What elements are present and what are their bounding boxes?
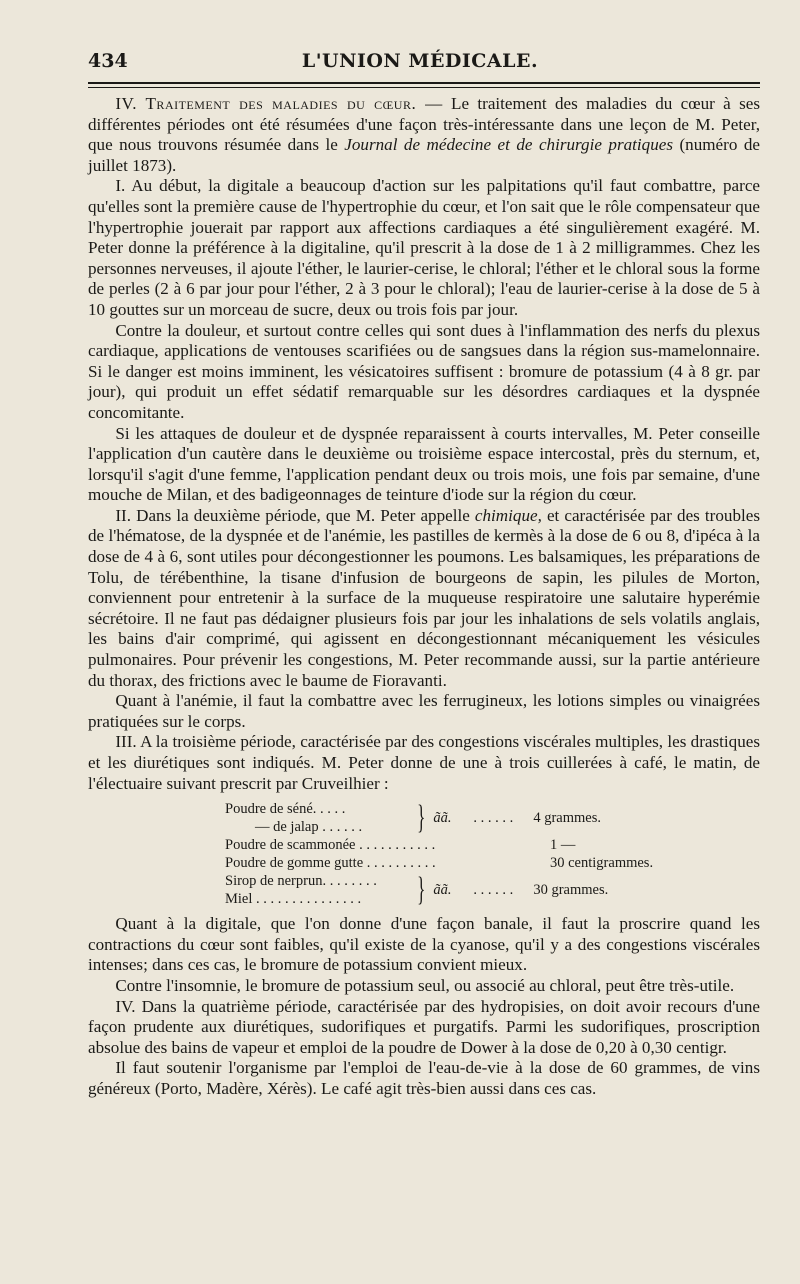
paragraph: Il faut soutenir l'organisme par l'emploi de l'eau-de-vie à la dose de 60 grammes, de vins généreux (Porto, Madère, Xérès). Le café agit très-bien aussi dans ces cas. [88,1058,760,1098]
brace: } [417,871,426,909]
recipe-ingredient: — de jalap . . . . . . [255,819,363,836]
section-heading: IV. Traitement des maladies du cœur. — [115,94,443,113]
brace: } [417,799,426,837]
recipe-row [225,836,760,854]
paragraph: Contre la douleur, et surtout contre celles qui sont dues à l'inflammation des nerfs du plexus cardiaque, applications de ventouses scarifiées ou de sangsues dans la région sus-mamelonnaire. Si le danger est moins imminent, les vésicatoires suffisent : bromure de potassium (4 à 8 gr. par jour), qui produit un effet sédatif remarquable sur les désordres cardiaques et la dyspnée concomitante. [88,320,760,422]
article-body [80,94,760,794]
recipe-ingredient: Poudre de scammonée . . . . . . . . . . . [225,837,436,854]
italic-term: chimique, [474,505,542,525]
recipe-group: Sirop de nerprun. . . . . . . . Miel . . . . . . . . . . . . . . . } ãã. . . . . . . 30 grammes. [225,871,609,909]
recipe-group: Poudre de séné. . . . . — de jalap . . . . . . } ãã. . . . . . . 4 grammes. [225,799,601,837]
recipe-block [225,800,760,908]
paragraph: II. Dans la deuxième période, que M. Peter appelle chimique, et caractérisée par des troubles de l'hématose, de la dyspnée et de l'anémie, les pastilles de kermès à la dose de 6 ou 8, d'ipéca à la dose de 4 à 6, sont utiles pour décongestionner les poumons. Les balsamiques, les préparations de Tolu, de térébenthine, la tisane d'infusion de bourgeons de sapin, les pilules de Morton, conviennent pour entretenir à la surface de la muqueuse respiratoire une salutaire hyperémie sécrétoire. Il ne faut pas dédaigner plusieurs fois par jour les inhalations de sels volatils anglais, les bains d'air comprimé, qui agissent en décongestionnant mécaniquement les vésicules pulmonaires. Pour prévenir les congestions, M. Peter recommande aussi, sur la partie antérieure du thorax, des frictions avec le baume de Fioravanti. [88,505,760,690]
paragraph: Contre l'insomnie, le bromure de potassium seul, ou associé au chloral, peut être très-utile. [115,975,735,995]
running-header [80,44,760,78]
paragraph: I. Au début, la digitale a beaucoup d'action sur les palpitations qu'il faut combattre, parce qu'elles sont la première cause de l'hypertrophie du cœur, et l'on sait que le rôle compensateur que l'hypertrophie jouerait par rapport aux affections cardiaques a été singulièrement exagéré. M. Peter donne la préférence à la digitaline, qu'il prescrit à la dose de 1 à 2 milligrammes. Chez les personnes nerveuses, il ajoute l'éther, le laurier-cerise, le chloral; l'éther et le chloral sous la forme de perles (2 à 6 par jour pour l'éther, 2 à 3 pour le chloral); l'eau de laurier-cerise à la dose de 5 à 10 gouttes sur un morceau de sucre, deux ou trois fois par jour. [88,176,760,319]
header-rule-thin [88,87,760,88]
recipe-quantity: 30 centigrammes. [550,855,654,872]
paragraph: Quant à l'anémie, il faut la combattre avec les ferrugineux, les lotions simples ou vinaigrées pratiquées sur le corps. [88,691,760,731]
recipe-ingredient: Poudre de séné. . . . . [225,801,346,818]
journal-reference: Journal de médecine et de chirurgie pratiques [344,135,673,155]
paragraph: IV. Dans la quatrième période, caractérisée par des hydropisies, on doit avoir recours d'une façon prudente aux diurétiques, sudorifiques et purgatifs. Parmi les sudorifiques, proscription absolue des bains de vapeur et emploi de la poudre de Dower à la dose de 0,20 à 0,30 centigr. [88,996,760,1057]
paragraph: III. A la troisième période, caractérisée par des congestions viscérales multiples, les drastiques et les diurétiques sont indiqués. M. Peter donne de une à trois cuillerées à café, le matin, de l'électuaire suivant prescrit par Cruveilhier : [88,732,760,793]
recipe-quantity: 1 — [550,837,576,854]
recipe-aa: ãã. [433,810,452,827]
recipe-ingredient: Miel . . . . . . . . . . . . . . . [225,891,362,908]
recipe-quantity: 30 grammes. [533,882,609,899]
recipe-row [225,854,760,872]
recipe-quantity: 4 grammes. [533,810,601,827]
paragraph: Quant à la digitale, que l'on donne d'une façon banale, il faut la proscrire quand les contractions du cœur sont faibles, qu'il existe de la cyanose, qu'il y a des congestions viscérales intenses; dans ces cas, le bromure de potassium convient mieux. [88,914,760,975]
header-rule [88,82,760,84]
paragraph: IV. Traitement des maladies du cœur. — Le traitement des maladies du cœur à ses différentes périodes ont été résumées d'une façon très-intéressante dans une leçon de M. Peter, que nous trouvons résumée dans le Journal de médecine et de chirurgie pratiques (numéro de juillet 1873). [88,94,760,175]
page-number: 434 [88,50,128,72]
recipe-ingredient: Poudre de gomme gutte . . . . . . . . . . [225,855,436,872]
article-body-continued [80,914,760,1099]
recipe-aa: ãã. [433,882,452,899]
journal-title: L'UNION MÉDICALE. [301,50,539,72]
recipe-ingredient: Sirop de nerprun. . . . . . . . [225,873,377,890]
paragraph: Si les attaques de douleur et de dyspnée reparaissent à courts intervalles, M. Peter conseille l'application d'un cautère dans le deuxième ou troisième espace intercostal, près du sternum, et, lorsqu'il s'agit d'une femme, l'application pendant deux ou trois mois, une fois par semaine, d'une mouche de Milan, et des badigeonnages de teinture d'iode sur la région du cœur. [88,423,760,505]
